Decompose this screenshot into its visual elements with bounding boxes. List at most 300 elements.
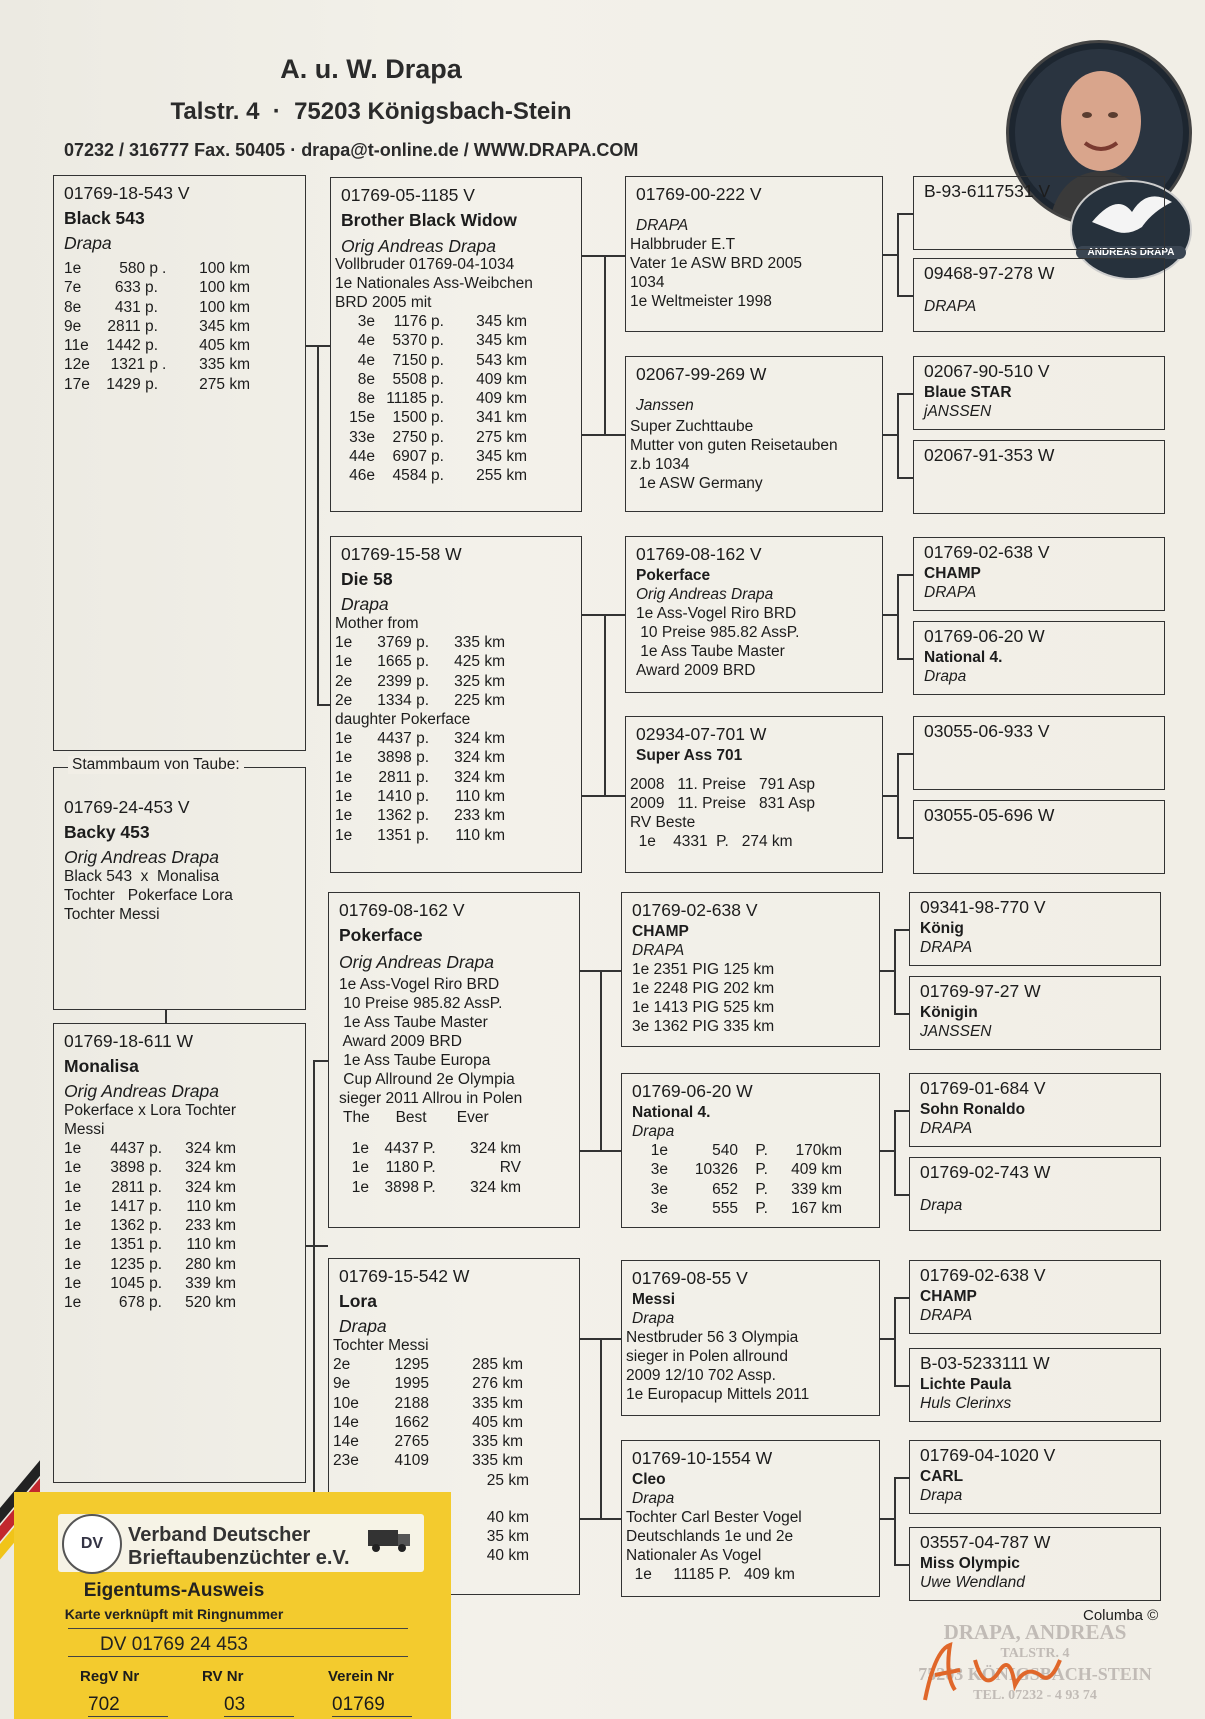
result-row — [335, 748, 571, 767]
result-cell: p. — [431, 390, 444, 408]
result-row — [64, 336, 295, 355]
result-row — [341, 370, 571, 389]
result-cell: 2811 p. — [107, 317, 158, 335]
description-line: daughter Pokerface — [335, 711, 471, 729]
connector-line — [600, 970, 602, 1151]
result-cell: p. — [431, 409, 444, 427]
breeder: Huls Clerinxs — [920, 1395, 1012, 1412]
pigeon-name: Backy 453 — [64, 822, 150, 842]
ring-number: 01769-15-58 W — [341, 544, 462, 564]
result-row — [341, 466, 571, 485]
description-line: Super Zuchttaube — [630, 418, 754, 435]
result-cell: 1045 p. — [110, 1275, 162, 1293]
pigeon-name: Black 543 — [64, 208, 145, 228]
result-row — [341, 408, 571, 427]
result-row — [64, 1216, 295, 1235]
result-row — [341, 428, 571, 447]
card-org-line-1: Verband Deutscher — [128, 1524, 311, 1546]
result-cell: 324 km — [185, 1140, 236, 1157]
result-cell: 1e — [335, 826, 353, 844]
result-cell — [158, 298, 174, 317]
pigeon-name: National 4. — [924, 649, 1003, 666]
stamp-line: TALSTR. 4 — [1000, 1646, 1070, 1661]
result-cell: 1321 p — [110, 356, 158, 374]
gen4-box — [909, 1073, 1161, 1147]
result-cell — [158, 278, 174, 297]
description-line: 1e Ass Taube Europa — [339, 1052, 491, 1069]
connector-line — [604, 614, 606, 796]
description-line: 1e Nationales Ass-Weibchen — [335, 275, 533, 292]
pigeon-name: Sohn Ronaldo — [920, 1101, 1026, 1118]
breeder: jANSSEN — [924, 403, 992, 420]
columba-credit: Columba © — [1083, 1607, 1159, 1624]
card-col-verein: Verein Nr — [328, 1668, 394, 1685]
result-cell: 100 km — [199, 298, 250, 316]
result-row — [341, 351, 571, 370]
connector-line — [165, 1010, 167, 1023]
result-cell: 345 km — [476, 332, 527, 350]
result-cell: 409 km — [476, 390, 527, 408]
gen4-box — [913, 440, 1165, 514]
description-line: Nestbruder 56 3 Olympia — [626, 1329, 799, 1346]
connector-line — [894, 929, 909, 931]
ring-number: B-93-6117531 V — [924, 181, 1051, 201]
signature-icon — [915, 1630, 1065, 1710]
result-cell: 1e — [335, 653, 353, 671]
result-row — [335, 826, 571, 845]
result-row — [339, 1139, 569, 1158]
result-cell: 335 km — [199, 356, 250, 374]
description — [630, 417, 872, 493]
description-line: 10 Preise 985.82 AssP. — [339, 995, 503, 1012]
result-cell: 1662 — [394, 1413, 429, 1431]
pigeon-name: CHAMP — [920, 1288, 977, 1305]
result-cell: 9e — [64, 317, 82, 335]
result-cell — [158, 375, 174, 394]
connector-line — [883, 795, 898, 797]
result-cell: 2811 p. — [378, 768, 429, 786]
breeder: Janssen — [636, 397, 694, 414]
breeder: Orig Andreas Drapa — [339, 952, 494, 972]
stammbaum-label: Stammbaum von Taube: — [68, 756, 244, 774]
description-line: 1e 2351 PIG 125 km — [632, 961, 775, 978]
description-line: Mother from — [335, 615, 419, 632]
connector-line — [604, 255, 606, 435]
result-cell: P. — [755, 1199, 768, 1217]
result-cell: 335 km — [454, 634, 505, 651]
result-row — [64, 298, 295, 317]
result-cell: 1e — [335, 730, 353, 748]
ring-number: 01769-06-20 W — [632, 1081, 753, 1101]
result-cell: 1e — [335, 634, 353, 651]
breeder: Orig Andreas Drapa — [636, 586, 774, 603]
result-cell: 10326 — [694, 1161, 738, 1179]
connector-line — [894, 1194, 909, 1196]
pigeon-name: Cleo — [632, 1471, 666, 1488]
result-cell: 1e — [335, 807, 353, 825]
result-row — [335, 806, 571, 825]
result-cell: 100 km — [199, 279, 250, 297]
result-row — [64, 1274, 295, 1293]
gen4-box — [909, 892, 1161, 966]
description-line: sieger in Polen allround — [626, 1348, 788, 1365]
result-cell: 1429 p. — [106, 375, 158, 393]
connector-line — [883, 434, 898, 436]
result-cell: 1e — [64, 1140, 82, 1157]
connector-line — [894, 1477, 896, 1564]
result-cell: p. — [431, 332, 444, 350]
breeder-address: Talstr. 4 · 75203 Königsbach-Stein — [170, 98, 572, 125]
breeder: Drapa — [64, 233, 112, 253]
ring-number: 03557-04-787 W — [920, 1532, 1051, 1552]
result-cell: 335 km — [472, 1394, 523, 1412]
breeder: Orig Andreas Drapa — [64, 847, 219, 867]
breeder: Drapa — [632, 1490, 675, 1507]
result-cell: 4437 p. — [110, 1140, 162, 1157]
result-row — [333, 1413, 569, 1432]
result-cell: 12e — [64, 356, 90, 374]
connector-line — [897, 574, 899, 658]
description-line: 1e Ass Taube Master — [636, 643, 785, 660]
results-list — [64, 1139, 295, 1313]
description-line: 1e Ass-Vogel Riro BRD — [339, 976, 500, 993]
card-ring-number: DV 01769 24 453 — [100, 1634, 248, 1655]
result-cell: 110 km — [186, 1197, 236, 1215]
pigeon-name: Lichte Paula — [920, 1376, 1012, 1393]
gen4-box — [913, 537, 1165, 611]
result-row — [335, 633, 571, 652]
description-line: z.b 1034 — [630, 456, 690, 473]
ring-number: 01769-10-1554 W — [632, 1448, 773, 1468]
result-cell: 1e — [335, 788, 353, 806]
result-cell: 1235 p. — [110, 1255, 162, 1273]
description-line: 2009 11. Preise 831 Asp — [630, 795, 815, 812]
description-line: Black 543 x Monalisa — [64, 868, 220, 885]
stamp-line: 75203 KÖNIGSBACH-STEIN — [918, 1664, 1152, 1684]
connector-line — [894, 1297, 909, 1299]
result-cell: 7e — [64, 279, 82, 297]
result-cell: 1351 p. — [110, 1236, 162, 1254]
breeder: Orig Andreas Drapa — [64, 1081, 219, 1101]
pedigree-dam-box — [53, 1023, 306, 1483]
description-line: sieger 2011 Allrou in Polen — [339, 1090, 523, 1107]
breeder: DRAPA — [920, 939, 973, 956]
result-cell: 324 km — [470, 1178, 521, 1196]
pigeon-name: CHAMP — [924, 565, 981, 582]
result-cell: 1e — [351, 1159, 369, 1177]
ring-number: 01769-08-55 V — [632, 1268, 748, 1288]
result-cell: 40 km — [486, 1508, 529, 1526]
breeder: Drapa — [341, 594, 389, 614]
result-row — [64, 1139, 295, 1158]
connector-line — [897, 477, 913, 479]
description-line: Nationaler As Vogel — [626, 1547, 762, 1564]
result-row — [335, 729, 571, 748]
pigeon-name: Die 58 — [341, 569, 393, 589]
result-cell: 1e — [351, 1140, 369, 1157]
description-line: 1e Europacup Mittels 2011 — [626, 1386, 810, 1403]
result-cell: p. — [431, 428, 444, 446]
result-cell: 1362 p. — [377, 807, 429, 825]
gen4-box — [913, 258, 1165, 332]
result-cell: 633 p. — [114, 279, 158, 297]
result-cell: 4109 — [394, 1452, 429, 1470]
result-cell: P. — [755, 1180, 768, 1198]
result-cell: 2e — [335, 672, 353, 690]
result-cell: 2e — [335, 691, 353, 709]
result-row — [64, 1197, 295, 1216]
result-row — [64, 375, 295, 394]
connector-line — [880, 1150, 895, 1152]
result-cell: p. — [431, 467, 444, 485]
pigeon-name: Miss Olympic — [920, 1555, 1020, 1572]
gen4-box — [909, 976, 1161, 1050]
card-val-rv: 03 — [224, 1694, 294, 1717]
result-cell: 345 km — [199, 317, 250, 335]
card-val-verein: 01769 — [332, 1694, 412, 1717]
ring-number: 01769-24-453 V — [64, 797, 190, 817]
result-cell: 275 km — [199, 375, 250, 393]
gen3-box-6 — [621, 1073, 880, 1228]
description-line: Tochter Pokerface Lora — [64, 887, 233, 904]
connector-line — [894, 1110, 909, 1112]
description-line: Vater 1e ASW BRD 2005 — [630, 255, 803, 272]
result-row — [339, 1178, 569, 1197]
gen3-box-2 — [625, 356, 883, 512]
result-row — [64, 278, 295, 297]
card-divider — [68, 1628, 408, 1629]
connector-line — [894, 1477, 909, 1479]
result-cell: 233 km — [185, 1217, 236, 1235]
pigeon-name: Messi — [632, 1291, 676, 1308]
connector-line — [897, 213, 913, 215]
result-row — [333, 1355, 569, 1374]
result-cell: 4584 — [392, 467, 427, 485]
description-line: Messi — [64, 1121, 105, 1138]
result-cell: 2399 p. — [377, 672, 429, 690]
result-cell: 1e — [335, 749, 353, 767]
description — [630, 775, 872, 851]
gen4-box — [913, 176, 1165, 250]
ring-number: 01769-97-27 W — [920, 981, 1041, 1001]
connector-line — [880, 1338, 895, 1340]
result-cell: 40 km — [486, 1546, 529, 1564]
result-row — [64, 317, 295, 336]
result-cell: 1e — [64, 1159, 82, 1177]
breeder: DRAPA — [920, 1307, 973, 1324]
results-list — [335, 633, 571, 710]
result-cell: 335 km — [472, 1433, 523, 1451]
result-cell: 1e — [64, 1255, 82, 1273]
result-cell: P. — [755, 1161, 768, 1179]
connector-line — [317, 704, 330, 706]
pigeon-name: Blaue STAR — [924, 384, 1012, 401]
result-row — [335, 691, 571, 710]
breeder-contact: 07232 / 316777 Fax. 50405 · drapa@t-online.de / WWW.DRAPA.COM — [64, 140, 639, 160]
result-cell: 280 km — [185, 1255, 236, 1273]
gen4-box — [909, 1440, 1161, 1514]
result-row — [335, 768, 571, 787]
pigeon-name: Königin — [920, 1004, 978, 1021]
description — [632, 960, 869, 1036]
result-cell: 8e — [64, 298, 82, 316]
gen3-box-5 — [621, 892, 880, 1047]
connector-line — [894, 1297, 896, 1385]
result-cell: 3e — [650, 1161, 668, 1179]
result-cell: 341 km — [476, 409, 527, 427]
connector-line — [883, 254, 898, 256]
result-cell: 1e — [64, 1236, 82, 1254]
gen4-box — [913, 800, 1165, 874]
ring-number: 01769-02-743 W — [920, 1162, 1051, 1182]
result-cell: P. — [423, 1159, 436, 1177]
ring-number: 01769-01-684 V — [920, 1078, 1046, 1098]
result-cell: p. — [431, 370, 444, 388]
gen4-box — [909, 1157, 1161, 1231]
breeder: Drapa — [920, 1197, 963, 1214]
result-cell: 23e — [333, 1452, 359, 1470]
gen3-box-1 — [625, 176, 883, 332]
result-cell: 275 km — [476, 428, 527, 446]
description-line: 1e Ass Taube Master — [339, 1014, 488, 1031]
gen2-box-3 — [328, 892, 580, 1228]
result-cell: 35 km — [486, 1527, 529, 1545]
description-line: 1034 — [630, 274, 665, 291]
breeder-name: A. u. W. Drapa — [280, 54, 462, 84]
result-cell: 409 km — [791, 1161, 842, 1179]
pigeon-name: Pokerface — [636, 567, 711, 584]
ring-number: 01769-08-162 V — [636, 544, 762, 564]
result-cell: . — [162, 260, 167, 277]
result-row — [341, 331, 571, 350]
connector-line — [894, 1110, 896, 1194]
result-cell: p. — [431, 351, 444, 369]
result-cell: 1e — [335, 768, 353, 786]
breeder: DRAPA — [924, 298, 977, 315]
description-line: RV Beste — [630, 814, 696, 831]
description-line: Tochter Messi — [64, 906, 160, 923]
result-row — [632, 1160, 869, 1179]
description-line: Mutter von guten Reisetauben — [630, 437, 838, 454]
result-row — [632, 1199, 869, 1218]
gen4-box — [909, 1348, 1161, 1422]
result-row — [341, 389, 571, 408]
emblem-caption: ANDREAS DRAPA — [1076, 246, 1186, 259]
connector-line — [897, 753, 913, 755]
pigeon-name: Brother Black Widow — [341, 210, 517, 230]
result-row — [339, 1158, 569, 1177]
description-line: Vollbruder 01769-04-1034 — [335, 256, 515, 273]
breeder: DRAPA — [632, 942, 685, 959]
breeder: Drapa — [632, 1310, 675, 1327]
result-cell: 4437 — [384, 1140, 419, 1157]
connector-line — [894, 1385, 909, 1387]
connector-line — [897, 574, 913, 576]
description — [339, 975, 569, 1127]
result-row — [335, 672, 571, 691]
pedigree-sire-box — [53, 175, 306, 751]
ring-number: 02934-07-701 W — [636, 724, 767, 744]
result-cell: 345 km — [476, 448, 527, 466]
result-cell: 8e — [357, 370, 375, 388]
result-cell: 170km — [795, 1142, 842, 1159]
pigeon-name: Monalisa — [64, 1056, 139, 1076]
connector-line — [897, 213, 899, 295]
breeder: DRAPA — [924, 584, 977, 601]
result-cell: 4e — [357, 351, 375, 369]
result-cell: 276 km — [472, 1375, 523, 1393]
result-cell: 7150 — [392, 351, 427, 369]
result-cell: 325 km — [454, 672, 505, 690]
connector-line — [306, 1245, 328, 1247]
pigeon-truck-icon — [364, 1524, 414, 1554]
result-cell: 324 km — [454, 730, 505, 748]
result-cell: 1e — [64, 1275, 82, 1293]
card-org-line-2: Brieftaubenzüchter e.V. — [128, 1547, 350, 1569]
pigeon-name: Super Ass 701 — [636, 747, 743, 764]
results-list — [341, 312, 571, 486]
breeder: DRAPA — [636, 217, 689, 234]
ring-number: 01769-02-638 V — [632, 900, 758, 920]
description — [64, 1101, 295, 1139]
result-cell: 5370 — [392, 332, 427, 350]
result-cell: 405 km — [199, 337, 250, 355]
result-cell: 1500 — [392, 409, 427, 427]
description — [335, 614, 571, 845]
connector-line — [600, 1338, 602, 1519]
ring-number: 01769-15-542 W — [339, 1266, 470, 1286]
results-list — [335, 729, 571, 845]
stamp-line: DRAPA, ANDREAS — [943, 1620, 1127, 1644]
ring-number: 09341-98-770 V — [920, 897, 1046, 917]
result-cell: 1295 — [394, 1356, 429, 1373]
description — [630, 235, 872, 311]
ring-number: B-03-5233111 W — [920, 1353, 1050, 1373]
connector-line — [880, 970, 895, 972]
description-line: 1e Weltmeister 1998 — [630, 293, 772, 310]
description-line: 1e ASW Germany — [630, 475, 763, 492]
gen4-box — [913, 621, 1165, 695]
ownership-card — [14, 1492, 451, 1719]
connector-line — [897, 295, 913, 297]
description-line: 3e 1362 PIG 335 km — [632, 1018, 775, 1035]
result-cell: 1176 — [393, 313, 427, 330]
result-row — [333, 1374, 569, 1393]
breeder: Drapa — [924, 668, 967, 685]
breeder: Drapa — [339, 1316, 387, 1336]
result-cell: 25 km — [486, 1471, 529, 1489]
ring-number: 01769-08-162 V — [339, 900, 465, 920]
gen4-box — [909, 1260, 1161, 1334]
result-cell: 285 km — [472, 1356, 523, 1373]
result-row — [632, 1141, 869, 1160]
result-row — [64, 1235, 295, 1254]
result-cell: 110 km — [455, 826, 505, 844]
result-cell: 110 km — [455, 788, 505, 806]
result-cell: . — [162, 356, 167, 374]
result-row — [341, 447, 571, 466]
ring-number: 03055-05-696 W — [924, 805, 1055, 825]
result-cell: 44e — [349, 448, 375, 466]
result-cell: 4437 p. — [377, 730, 429, 748]
description-line: Halbbruder E.T — [630, 236, 736, 253]
description — [64, 867, 295, 924]
connector-line — [313, 1060, 328, 1062]
stamp-line: TEL. 07232 - 4 93 74 — [973, 1688, 1097, 1703]
ring-number: 01769-06-20 W — [924, 626, 1045, 646]
result-cell: p. — [431, 313, 444, 330]
result-row — [632, 1180, 869, 1199]
